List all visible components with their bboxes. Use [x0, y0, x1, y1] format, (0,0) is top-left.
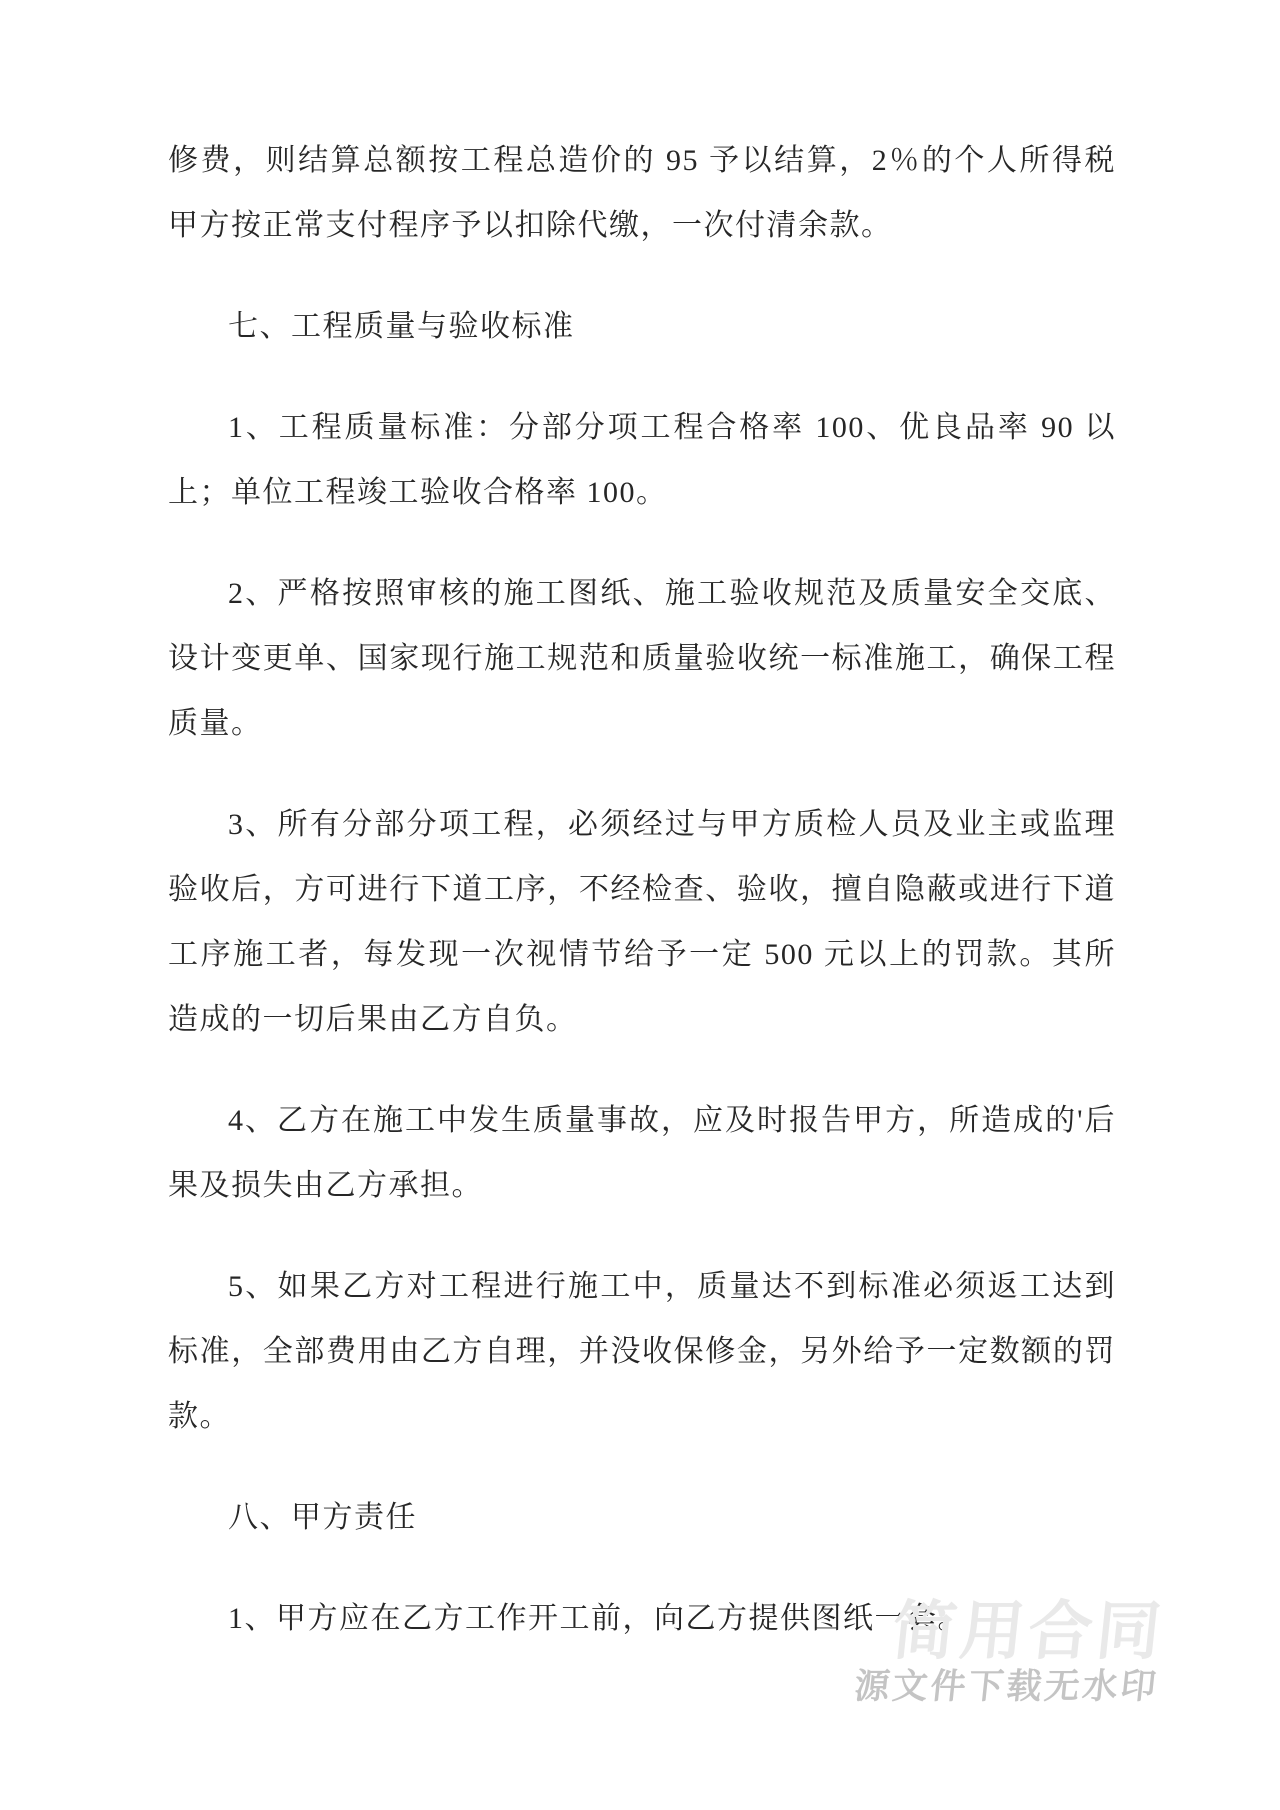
- paragraph: 5、如果乙方对工程进行施工中，质量达不到标准必须返工达到标准，全部费用由乙方自理，并没收保修金，另外给予一定数额的罚款。: [168, 1270, 1116, 1433]
- document-content: [168, 128, 1116, 1687]
- paragraph: 4、乙方在施工中发生质量事故，应及时报告甲方，所造成的'后果及损失由乙方承担。: [168, 1104, 1116, 1202]
- paragraph: 1、工程质量标准：分部分项工程合格率 100、优良品率 90 以上；单位工程竣工验收合格率 100。: [168, 411, 1116, 509]
- watermark-tagline: 源文件下载无水印: [852, 1667, 1161, 1706]
- section-heading: 八、甲方责任: [228, 1501, 417, 1534]
- paragraph: 修费，则结算总额按工程总造价的 95 予以结算，2％的个人所得税甲方按正常支付程序予以扣除代缴，一次付清余款。: [168, 144, 1116, 242]
- paragraph: 2、严格按照审核的施工图纸、施工验收规范及质量安全交底、设计变更单、国家现行施工规范和质量验收统一标准施工，确保工程质量。: [168, 577, 1116, 740]
- section-heading: 七、工程质量与验收标准: [228, 310, 575, 343]
- paragraph: 1、甲方应在乙方工作开工前，向乙方提供图纸一套。: [228, 1602, 969, 1635]
- watermark-brand: 简用合同: [888, 1595, 1169, 1667]
- paragraph: 3、所有分部分项工程，必须经过与甲方质检人员及业主或监理验收后，方可进行下道工序，不经检查、验收，擅自隐蔽或进行下道工序施工者，每发现一次视情节给予一定 500 元以上的罚款。其所造成的一切后果由乙方自负。: [168, 808, 1116, 1036]
